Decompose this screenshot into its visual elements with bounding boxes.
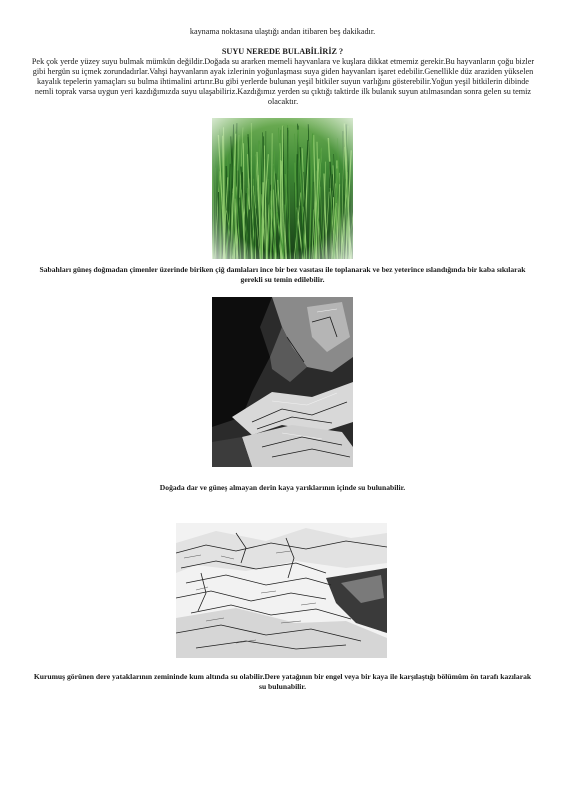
intro-line: kaynama noktasına ulaştığı andan itibaren beş dakikadır. — [189, 27, 376, 36]
section-paragraph: Pek çok yerde yüzey suyu bulmak mümkün değildir.Doğada su ararken memeli hayvanlara ve kuşlara dikkat etmemiz gerekir.Bu hayvanların çoğu bizler gibi hergün su içmek zorundadırlar.Vahşi hayvanların ayak izlerinin yoğunlaşması suya giden hayvanları işaret edebilir.Genellikle düz araziden yükselen kayalık tepelerin yamaçları su bulma ihtimalini artırır.Bu gibi yerlerde bulunan yeşil bitkiler suyun varlığını gösterebilir.Yoğun yeşil bitkilerin dibinde nemli toprak varsa uygun yeri kazdığımızda suyu ulaşabiliriz.Kazdığımız yerden su çıktığı taktirde ilk bulanık suyun atılmasından sonra gelen su temiz olacaktır. — [31, 57, 535, 106]
dry-riverbed-photo — [176, 523, 387, 658]
section-title: SUYU NEREDE BULABİLİRİZ ? — [221, 47, 344, 56]
riverbed-caption: Kurumuş görünen dere yataklarının zemininde kum altında su olabilir.Dere yatağının bir engel veya bir kaya ile karşılaştığı bölümüm ön tarafı kazılarak su bulunabilir. — [33, 672, 532, 691]
rock-crevice-photo — [212, 297, 353, 467]
grass-photo — [212, 118, 353, 259]
rock-caption: Doğada dar ve güneş almayan derin kaya yarıklarının içinde su bulunabilir. — [159, 483, 406, 492]
grass-caption: Sabahları güneş doğmadan çimenler üzerinde biriken çiğ damlaları ince bir bez vasıtası ile toplanarak ve bez yeterince ıslandığında bir kaba sıkılarak gerekli su temin edilebilir. — [39, 265, 526, 284]
